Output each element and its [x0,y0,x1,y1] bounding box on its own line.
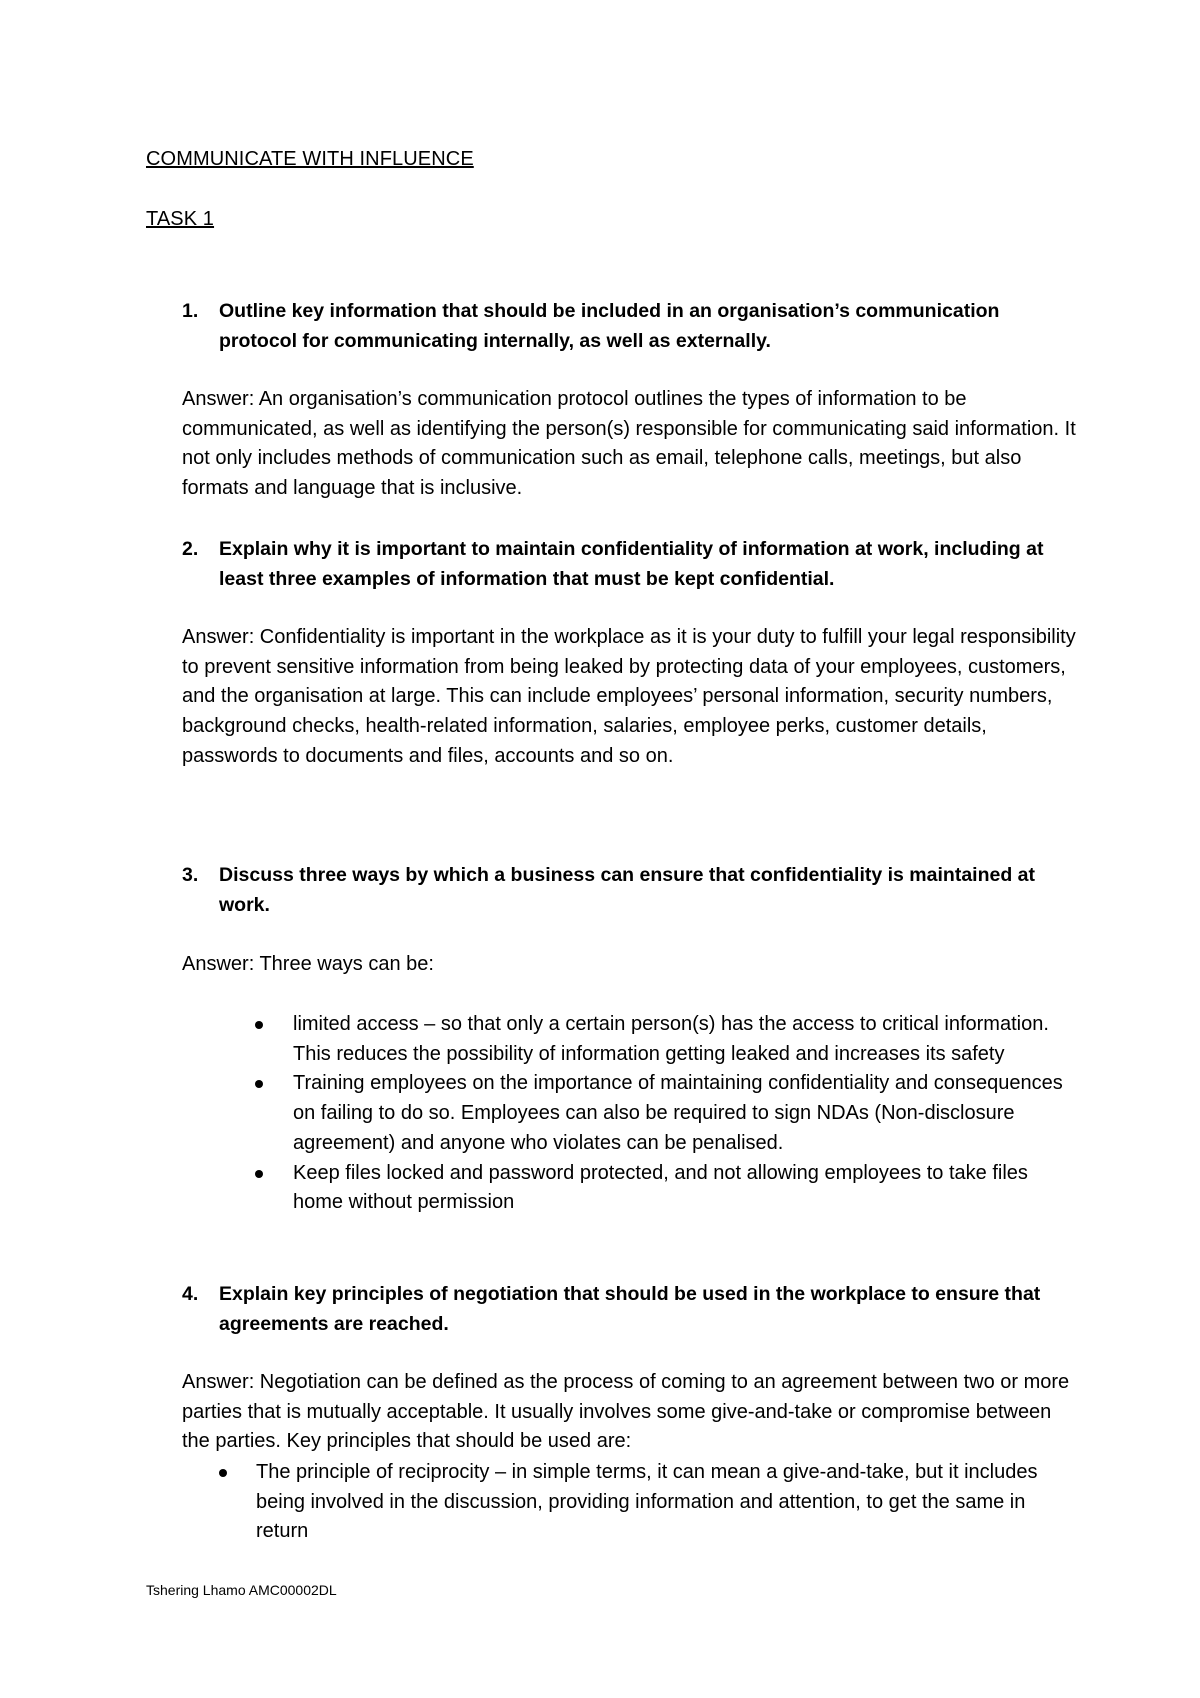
answer-3-intro: Answer: Three ways can be: [182,953,434,975]
question-1-text: Outline key information that should be included in an organisation’s communication protocol for communicating internally, as well as externally. [219,300,1000,352]
list-item-text: Keep files locked and password protected, and not allowing employees to take files home without permission [293,1161,1028,1214]
list-item-text: limited access – so that only a certain person(s) has the access to critical information. This reduces the possibility of information getting leaked and increases its safety [293,1013,1049,1065]
question-4-text: Explain key principles of negotiation that should be used in the workplace to ensure that agreements are reached. [219,1283,1041,1335]
list-item [293,1159,1073,1218]
list-item [293,1010,1073,1069]
list-item-text: The principle of reciprocity – in simple terms, it can mean a give-and-take, but it includes being involved in the discussion, providing information and attention, to get the same in return [256,1461,1038,1543]
document-title: COMMUNICATE WITH INFLUENCE [146,148,474,170]
bullet-icon [219,1469,227,1477]
question-3-text: Discuss three ways by which a business can ensure that confidentiality is maintained at work. [219,864,1036,916]
answer-1-text: Answer: An organisation’s communication protocol outlines the types of information to be communicated, as well as identifying the person(s) responsible for communicating said information. It not only includes methods of communication such as email, telephone calls, meetings, but also formats and language that is inclusive. [182,388,1076,500]
task-label: TASK 1 [146,208,215,230]
question-2-text: Explain why it is important to maintain confidentiality of information at work, including at least three examples of information that must be kept confidential. [219,538,1044,590]
list-item-text: Training employees on the importance of maintaining confidentiality and consequences on failing to do so. Employees can also be required to sign NDAs (Non-disclosure agreement) and anyone who violates can be penalised. [293,1072,1063,1154]
list-item [256,1458,1076,1547]
list-item [293,1069,1073,1158]
answer-4-bullet-list [256,1458,1076,1547]
bullet-icon [255,1021,263,1029]
page-footer: Tshering Lhamo AMC00002DL [146,1582,337,1598]
bullet-icon [255,1080,263,1088]
question-1-number: 1. [182,300,199,322]
question-4-number: 4. [182,1283,199,1305]
question-3-number: 3. [182,864,199,886]
answer-2-text: Answer: Confidentiality is important in the workplace as it is your duty to fulfill your legal responsibility to prevent sensitive information from being leaked by protecting data of your employees, customers, and the organisation at large. This can include employees’ personal information, security numbers, background checks, health-related information, salaries, employee perks, customer details, passwords to documents and files, accounts and so on. [182,626,1076,767]
question-2-number: 2. [182,538,199,560]
answer-4-text: Answer: Negotiation can be defined as the process of coming to an agreement between two or more parties that is mutually acceptable. It usually involves some give-and-take or compromise between the parties. Key principles that should be used are: [182,1371,1070,1453]
answer-3-bullet-list [293,1010,1073,1218]
bullet-icon [255,1170,263,1178]
